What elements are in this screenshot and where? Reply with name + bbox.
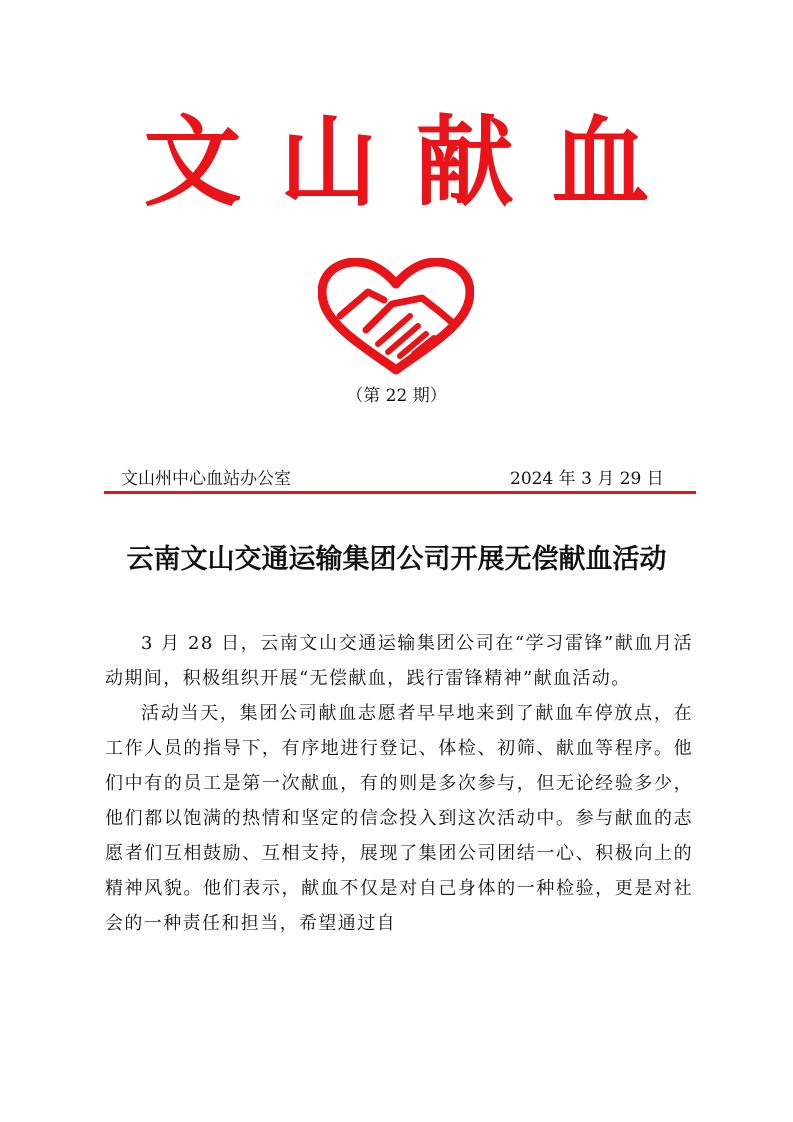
- office-name: 文山州中心血站办公室: [121, 469, 291, 489]
- masthead-title: 文山献血: [143, 106, 688, 220]
- header-divider: [104, 491, 696, 494]
- article-paragraph: 3 月 28 日，云南文山交通运输集团公司在“学习雷锋”献血月活动期间，积极组织开展“无偿献血，践行雷锋精神”献血活动。: [105, 633, 693, 689]
- publish-date: 2024 年 3 月 29 日: [510, 469, 664, 489]
- article-title: 云南文山交通运输集团公司开展无偿献血活动: [126, 544, 667, 575]
- article-body: [105, 626, 693, 941]
- issue-number: （第 22 期）: [346, 386, 447, 406]
- article-paragraph: 活动当天，集团公司献血志愿者早早地来到了献血车停放点，在工作人员的指导下，有序地进行登记、体检、初筛、献血等程序。他们中有的员工是第一次献血，有的则是多次参与，但无论经验多少，他们都以饱满的热情和坚定的信念投入到这次活动中。参与献血的志愿者们互相鼓励、互相支持，展现了集团公司团结一心、积极向上的精神风貌。他们表示，献血不仅是对自己身体的一种检验，更是对社会的一种责任和担当，希望通过自: [105, 703, 693, 934]
- heart-handshake-icon: [318, 258, 474, 376]
